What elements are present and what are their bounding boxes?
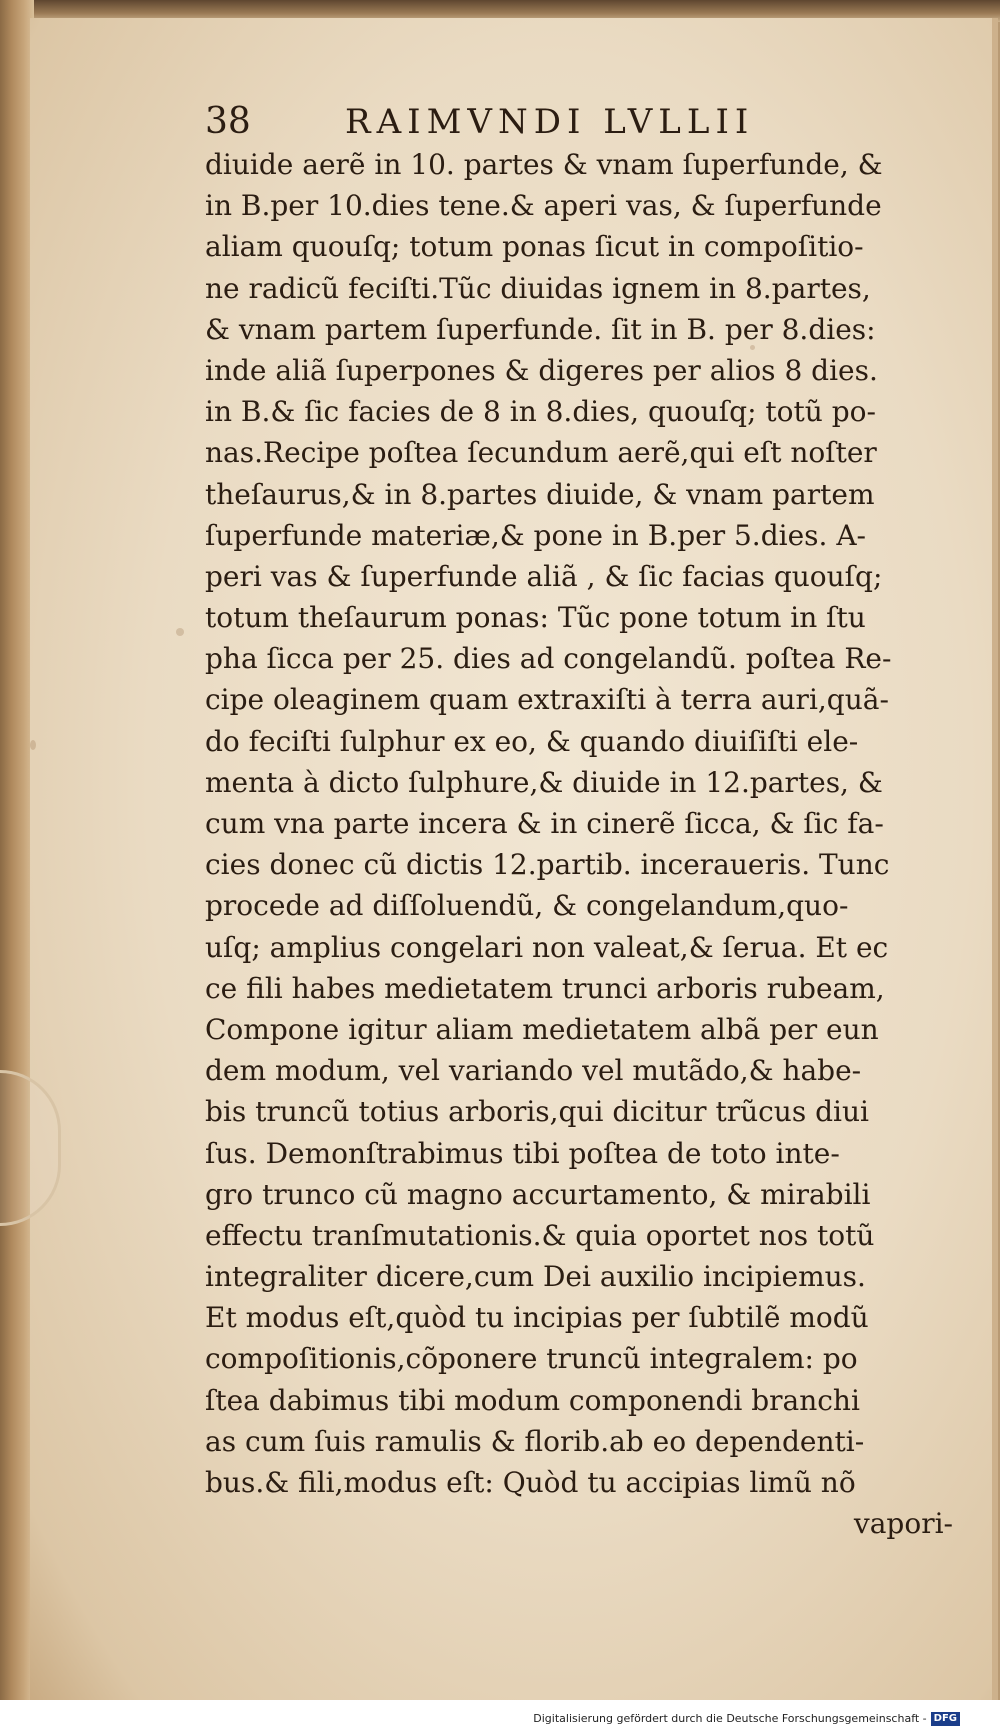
text-line: cum vna parte incera & in cinerẽ ſicca, & ſic fa- xyxy=(205,807,884,840)
text-line: Compone igitur aliam medietatem albã per eun xyxy=(205,1012,879,1046)
text-line: compoſitionis,cõponere truncũ integralem: po xyxy=(205,1342,858,1376)
text-line: in B.per 10.dies tene.& aperi vas, & ſuperfunde xyxy=(205,189,882,223)
text-line: Et modus eſt,quòd tu incipias per ſubtilẽ modũ xyxy=(205,1301,869,1335)
text-line: ſus. Demonſtrabimus tibi poſtea de toto inte- xyxy=(205,1136,840,1170)
running-head-title: RAIMVNDI LVLLII xyxy=(345,102,755,142)
digitization-credit xyxy=(533,1712,960,1726)
book-spine-edge xyxy=(0,0,34,1735)
text-line: bis truncũ totius arboris,qui dicitur trũcus diui xyxy=(205,1095,869,1129)
text-line: aliam quouſq; totum ponas ſicut in compoſitio- xyxy=(205,230,864,264)
text-line: do feciſti ſulphur ex eo, & quando diuiſiſti ele- xyxy=(205,724,859,758)
text-line: cies donec cũ dictis 12.partib. inceraueris. Tunc xyxy=(205,848,890,882)
text-line: menta à dicto ſulphure,& diuide in 12.partes, & xyxy=(205,765,883,799)
text-line: procede ad diſſoluendũ, & congelandum,quo- xyxy=(205,889,849,923)
text-line: uſq; amplius congelari non valeat,& ſerua. Et ec xyxy=(205,930,889,964)
body-text xyxy=(205,144,965,1544)
text-line: gro trunco cũ magno accurtamento, & mirabili xyxy=(205,1177,871,1211)
text-line: theſaurus,& in 8.partes diuide, & vnam partem xyxy=(205,477,875,511)
running-header xyxy=(205,100,805,144)
text-line: ſuperfunde materiæ,& pone in B.per 5.dies. A- xyxy=(205,518,866,552)
text-line: diuide aerẽ in 10. partes & vnam ſuperfunde, & xyxy=(205,148,883,181)
text-line: pha ſicca per 25. dies ad congelandũ. poſtea Re- xyxy=(205,642,892,676)
page-number: 38 xyxy=(205,101,251,142)
paper-stain xyxy=(30,740,36,750)
text-line: effectu tranſmutationis.& quia oportet nos totũ xyxy=(205,1218,875,1252)
text-line: nas.Recipe poſtea ſecundum aerẽ,qui eſt noſter xyxy=(205,436,877,470)
dfg-logo: DFG xyxy=(931,1712,960,1726)
text-line: inde aliã ſuperpones & digeres per alios 8 dies. xyxy=(205,353,878,387)
text-line: & vnam partem ſuperfunde. ſit in B. per 8.dies: xyxy=(205,312,876,346)
text-line: cipe oleaginem quam extraxiſti à terra auri,quã- xyxy=(205,683,889,717)
text-line: as cum ſuis ramulis & florib.ab eo dependenti- xyxy=(205,1424,865,1458)
text-line: ne radicũ feciſti.Tũc diuidas ignem in 8.partes, xyxy=(205,271,871,305)
text-line: bus.& fili,modus eſt: Quòd tu accipias limũ nõ xyxy=(205,1466,856,1499)
text-line: integraliter dicere,cum Dei auxilio incipiemus. xyxy=(205,1260,866,1294)
text-line: dem modum, vel variando vel mutãdo,& habe- xyxy=(205,1054,862,1088)
text-line: peri vas & ſuperfunde aliã , & ſic facias quouſq; xyxy=(205,559,883,593)
credit-text: Digitalisierung gefördert durch die Deutsche Forschungsgemeinschaft - xyxy=(533,1712,927,1725)
text-line: ſtea dabimus tibi modum componendi branchi xyxy=(205,1383,860,1417)
paper-stain xyxy=(176,628,184,636)
catchword: vapori- xyxy=(853,1507,953,1541)
text-line: totum theſaurum ponas: Tũc pone totum in ſtu xyxy=(205,601,866,635)
text-line: ce fili habes medietatem trunci arboris rubeam, xyxy=(205,971,885,1005)
text-line: in B.& ſic facies de 8 in 8.dies, quouſq; totũ po- xyxy=(205,395,876,429)
